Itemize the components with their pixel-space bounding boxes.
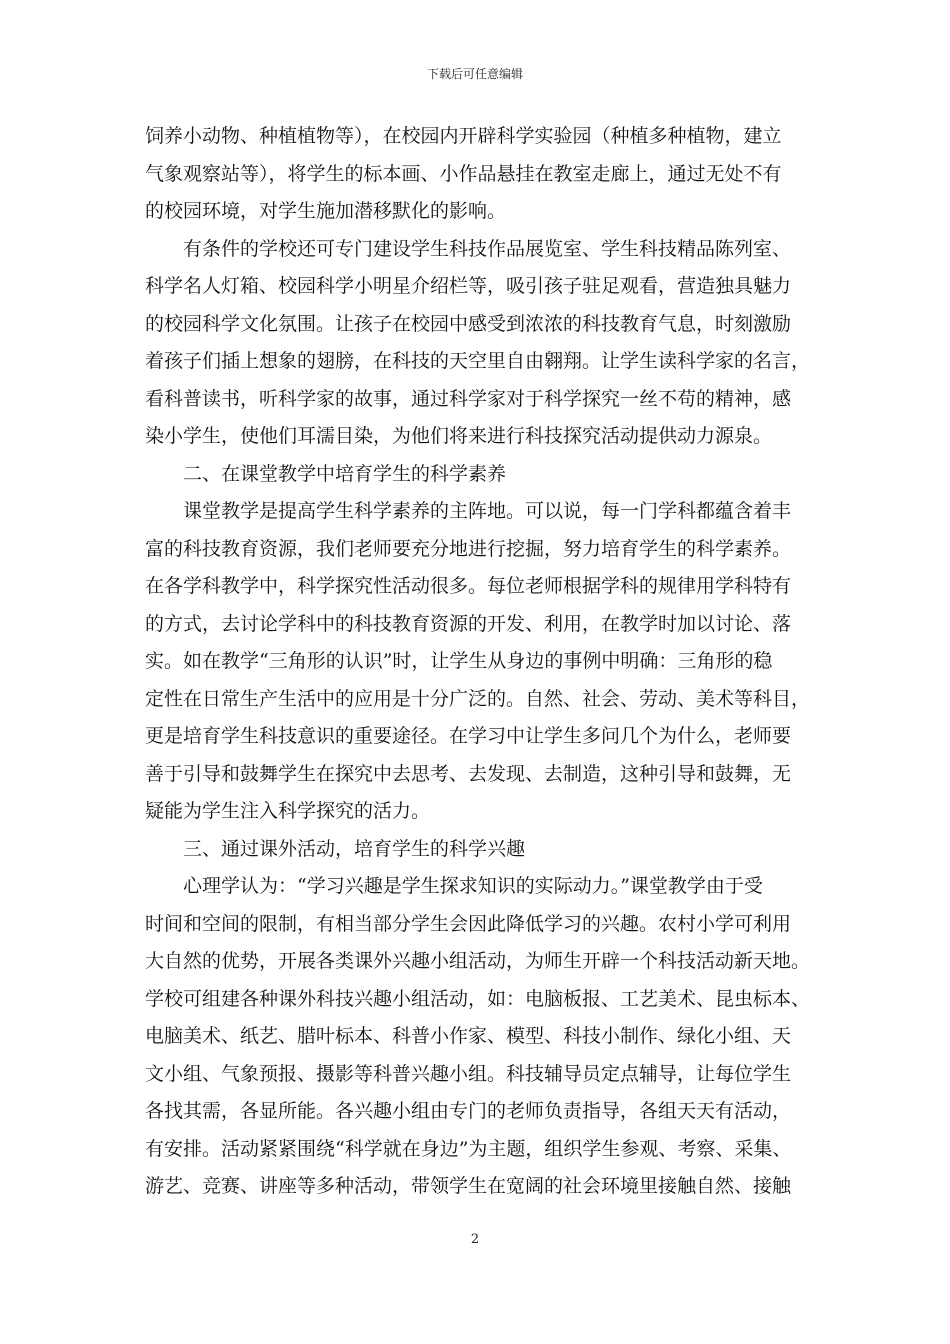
text-line: 疑能为学生注入科学探究的活力。	[145, 800, 431, 822]
page-header: 下载后可任意编辑	[426, 67, 523, 81]
text-line: 定性在日常生产生活中的应用是十分广泛的。自然、社会、劳动、美术等科目，	[145, 687, 811, 710]
text-line: 有条件的学校还可专门建设学生科技作品展览室、学生科技精品陈列室、	[183, 237, 792, 260]
page-number: 2	[470, 1232, 480, 1247]
text-line: 游艺、竞赛、讲座等多种活动，带领学生在宽阔的社会环境里接触自然、接触	[145, 1175, 792, 1197]
text-line: 染小学生，使他们耳濡目染，为他们将来进行科技探究活动提供动力源泉。	[145, 425, 773, 447]
text-line: 更是培育学生科技意识的重要途径。在学习中让学生多问几个为什么，老师要	[145, 725, 792, 747]
text-line: 富的科技教育资源，我们老师要充分地进行挖掘，努力培育学生的科学素养。	[145, 537, 792, 560]
text-line: 科学名人灯箱、校园科学小明星介绍栏等，吸引孩子驻足观看，营造独具魅力	[145, 275, 792, 297]
text-line: 二、在课堂教学中培育学生的科学素养	[183, 462, 507, 485]
text-line: 大自然的优势，开展各类课外兴趣小组活动，为师生开辟一个科技活动新天地。	[145, 950, 811, 972]
text-line: 电脑美术、纸艺、腊叶标本、科普小作家、模型、科技小制作、绿化小组、天	[145, 1025, 792, 1047]
text-line: 三、通过课外活动，培育学生的科学兴趣	[183, 837, 526, 860]
text-line: 在各学科教学中，科学探究性活动很多。每位老师根据学科的规律用学科特有	[145, 575, 792, 597]
text-line: 的方式，去讨论学科中的科技教育资源的开发、利用，在教学时加以讨论、落	[145, 612, 792, 635]
text-line: 心理学认为：“学习兴趣是学生探求知识的实际动力。”课堂教学由于受	[183, 875, 763, 897]
text-line: 的校园科学文化氛围。让孩子在校园中感受到浓浓的科技教育气息，时刻激励	[145, 312, 792, 335]
text-line: 看科普读书，听科学家的故事，通过科学家对于科学探究一丝不苟的精神，感	[145, 387, 792, 410]
text-line: 文小组、气象预报、摄影等科普兴趣小组。科技辅导员定点辅导，让每位学生	[145, 1062, 792, 1085]
text-line: 的校园环境，对学生施加潜移默化的影响。	[145, 200, 507, 222]
text-line: 课堂教学是提高学生科学素养的主阵地。可以说，每一门学科都蕴含着丰	[183, 500, 792, 522]
text-line: 时间和空间的限制，有相当部分学生会因此降低学习的兴趣。农村小学可利用	[145, 912, 792, 935]
text-line: 实。如在教学“三角形的认识”时，让学生从身边的事例中明确：三角形的稳	[145, 650, 773, 672]
document-body	[145, 118, 815, 1206]
text-line: 饲养小动物、种植植物等），在校园内开辟科学实验园（种植多种植物，建立	[145, 125, 782, 147]
text-line: 学校可组建各种课外科技兴趣小组活动，如：电脑板报、工艺美术、昆虫标本、	[145, 987, 811, 1010]
text-line: 善于引导和鼓舞学生在探究中去思考、去发现、去制造，这种引导和鼓舞，无	[145, 762, 792, 785]
text-line: 气象观察站等），将学生的标本画、小作品悬挂在教室走廊上，通过无处不有	[145, 162, 782, 185]
text-line: 有安排。活动紧紧围绕“科学就在身边”为主题，组织学生参观、考察、采集、	[145, 1137, 792, 1160]
text-line: 各找其需，各显所能。各兴趣小组由专门的老师负责指导，各组天天有活动，	[145, 1100, 792, 1122]
text-line: 着孩子们插上想象的翅膀，在科技的天空里自由翱翔。让学生读科学家的名言，	[145, 350, 811, 372]
